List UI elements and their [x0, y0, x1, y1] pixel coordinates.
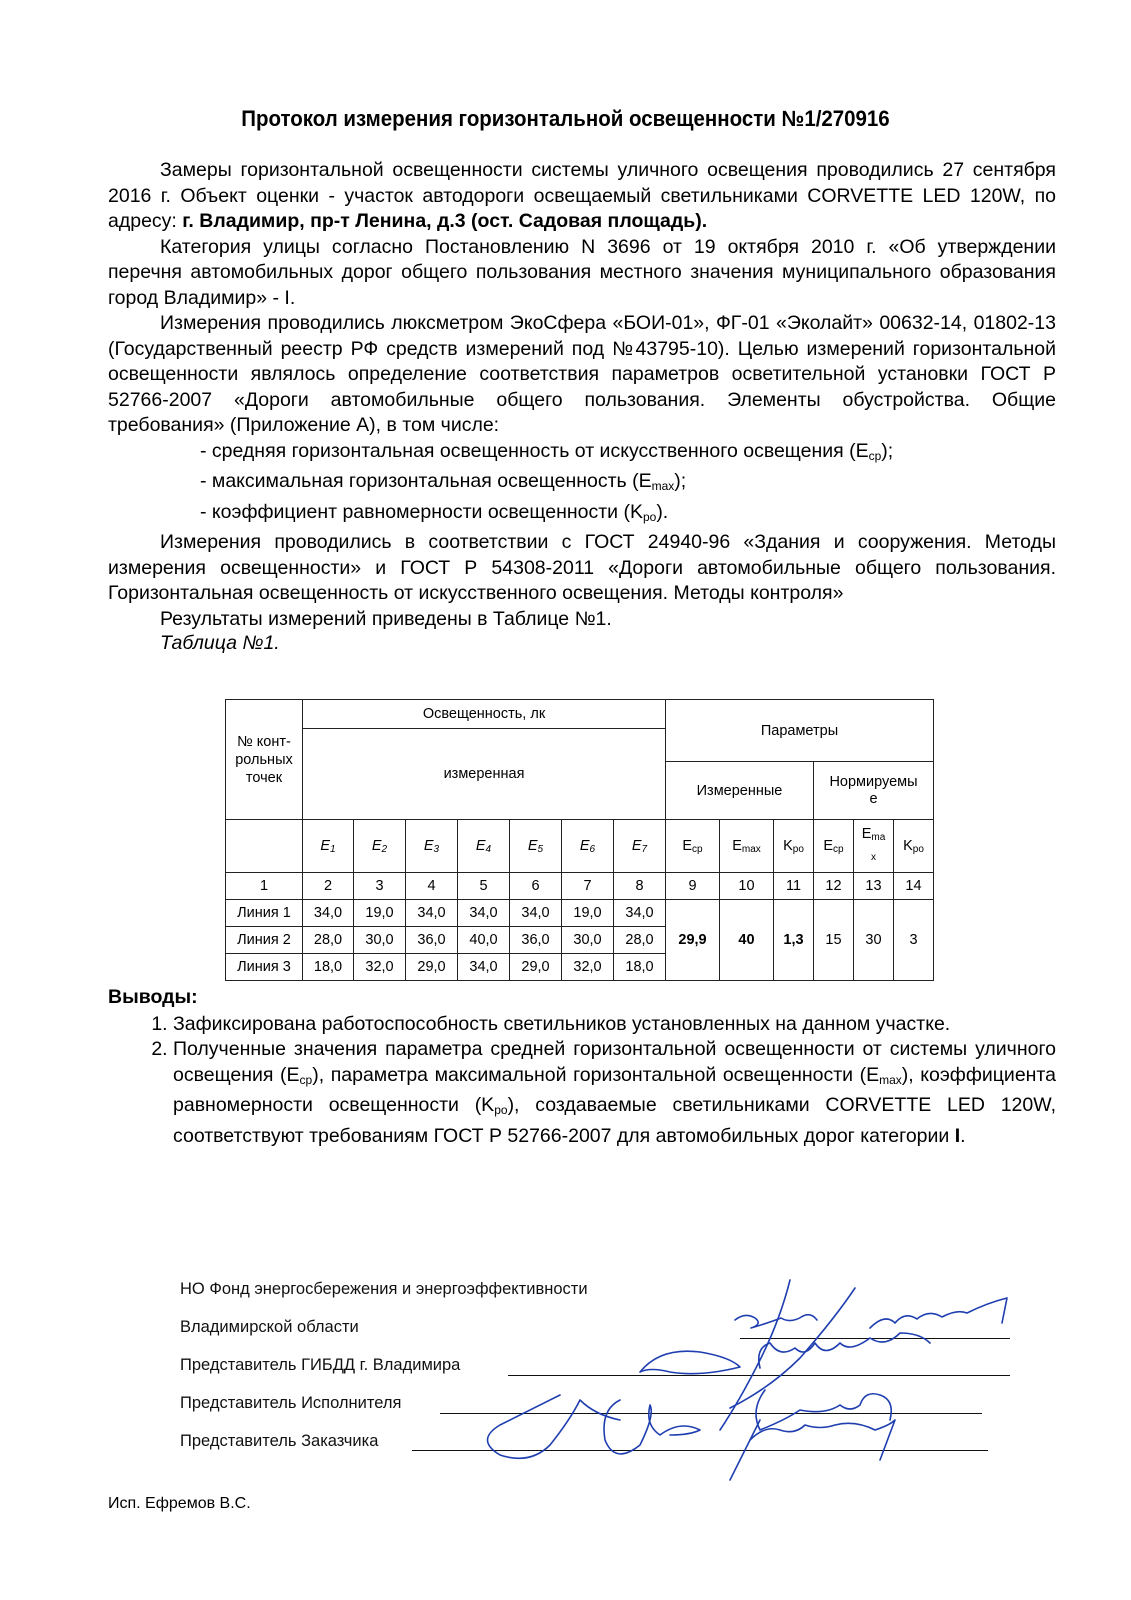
org-name-line-1: НО Фонд энергосбережения и энергоэффективности: [180, 1280, 588, 1298]
cell: 29,0: [510, 954, 562, 981]
header-measured-e-max: Emax: [720, 820, 774, 873]
column-number-row: [226, 873, 934, 900]
gibdd-representative-label: Представитель ГИБДД г. Владимира: [180, 1356, 461, 1374]
cell: 28,0: [614, 927, 666, 954]
normative-e-max: 30: [854, 900, 894, 981]
header-e7: E7: [614, 820, 666, 873]
measured-e-max: 40: [720, 900, 774, 981]
paragraph-results: Результаты измерений приведены в Таблице №1.: [160, 607, 612, 630]
header-normative-k: Kро: [894, 820, 934, 873]
org-name-line-2: Владимирской области: [180, 1318, 359, 1336]
header-e4: E4: [458, 820, 510, 873]
column-number: 12: [814, 873, 854, 900]
paragraph-instruments: Измерения проводились люксметром ЭкоСфера «БОИ-01», ФГ-01 «Эколайт» 00632-14, 01802-13 (Государственный реестр РФ средств измерений под №43795-10). Целью измерений горизонтальной освещенности являлось определение соответствия параметров осветительной установки ГОСТ Р 52766-2007 «Дороги автомобильные общего пользования. Элементы обустройства. Общие требования» (Приложение А), в том числе:: [108, 312, 1056, 436]
signature-line-executor: [440, 1413, 982, 1414]
cell: 19,0: [562, 900, 614, 927]
cell: 40,0: [458, 927, 510, 954]
cell: 34,0: [303, 900, 354, 927]
cell: 34,0: [614, 900, 666, 927]
column-number: 13: [854, 873, 894, 900]
column-number: 11: [774, 873, 814, 900]
row-label: Линия 2: [226, 927, 303, 954]
header-empty-cell: [226, 820, 303, 873]
header-params-measured: Измеренные: [666, 762, 814, 820]
executor-representative-label: Представитель Исполнителя: [180, 1394, 402, 1412]
header-measured: измеренная: [303, 729, 666, 820]
row-label: Линия 1: [226, 900, 303, 927]
header-e5: E5: [510, 820, 562, 873]
cell: 34,0: [458, 954, 510, 981]
paragraph-standards: Измерения проводились в соответствии с ГОСТ 24940-96 «Здания и сооружения. Методы измерения освещенности» и ГОСТ Р 54308-2011 «Дороги автомобильные общего пользования. Горизонтальная освещенность от искусственного освещения. Методы контроля»: [108, 531, 1056, 604]
column-number: 4: [406, 873, 458, 900]
signature-line-customer: [412, 1450, 988, 1451]
column-number: 1: [226, 873, 303, 900]
cell: 29,0: [406, 954, 458, 981]
cell: 28,0: [303, 927, 354, 954]
signature-stroke: [730, 1288, 855, 1408]
column-number: 5: [458, 873, 510, 900]
cell: 18,0: [303, 954, 354, 981]
column-number: 3: [354, 873, 406, 900]
header-normative-e-avg: Eср: [814, 820, 854, 873]
results-table: [225, 699, 934, 981]
header-params-normative: Нормируемы е: [814, 762, 934, 820]
address: г. Владимир, пр-т Ленина, д.3 (ост. Садовая площадь).: [182, 210, 708, 232]
header-e1: E1: [303, 820, 354, 873]
conclusion-item-1: 1. Зафиксирована работоспособность светильников установленных на данном участке.: [173, 1012, 1056, 1038]
paragraph-measurement-info: Замеры горизонтальной освещенности системы уличного освещения проводились 27 сентября 2016 г. Объект оценки - участок автодороги освещаемый светильниками CORVETTE LED 120W, по адресу: г. Владимир, пр-т Ленина, д.3 (ост. Садовая площадь).: [108, 159, 1056, 232]
header-illuminance: Освещенность, лк: [303, 700, 666, 729]
header-measured-k: Kро: [774, 820, 814, 873]
column-number: 14: [894, 873, 934, 900]
conclusions-heading: Выводы:: [108, 986, 198, 1008]
column-number: 7: [562, 873, 614, 900]
column-number: 2: [303, 873, 354, 900]
cell: 34,0: [510, 900, 562, 927]
header-points: № конт- рольных точек: [226, 700, 303, 820]
row-label: Линия 3: [226, 954, 303, 981]
normative-k: 3: [894, 900, 934, 981]
cell: 34,0: [458, 900, 510, 927]
bullet-average-illuminance: - средняя горизонтальная освещенность от искусственного освещения $(E_{ср})$;: [200, 439, 894, 463]
document-body: [108, 158, 1056, 654]
cell: 36,0: [406, 927, 458, 954]
paragraph-street-category: Категория улицы согласно Постановлению N 3696 от 19 октября 2010 г. «Об утверждении перечня автомобильных дорог общего пользования местного значения муниципального образования город Владимир» - I.: [108, 235, 1056, 309]
header-e2: E2: [354, 820, 406, 873]
signature-line-org: [740, 1338, 1010, 1339]
header-e3: E3: [406, 820, 458, 873]
column-number: 10: [720, 873, 774, 900]
author-name: Исп. Ефремов В.С.: [108, 1495, 251, 1512]
table-caption: Таблица №1.: [160, 632, 280, 654]
cell: 32,0: [354, 954, 406, 981]
header-e6: E6: [562, 820, 614, 873]
cell: 19,0: [354, 900, 406, 927]
cell: 32,0: [562, 954, 614, 981]
normative-e-avg: 15: [814, 900, 854, 981]
measured-k: 1,3: [774, 900, 814, 981]
column-number: 6: [510, 873, 562, 900]
document-title: Протокол измерения горизонтальной освещенности №1/270916: [241, 106, 890, 131]
header-normative-e-max: Ema x: [854, 820, 894, 873]
measured-e-avg: 29,9: [666, 900, 720, 981]
cell: 36,0: [510, 927, 562, 954]
column-number: 8: [614, 873, 666, 900]
cell: 30,0: [562, 927, 614, 954]
bullet-uniformity: - коэффициент равномерности освещенности $(K_{ро})$.: [200, 500, 669, 524]
signature-line-gibdd: [508, 1375, 1010, 1376]
table-row: [226, 900, 934, 927]
column-number: 9: [666, 873, 720, 900]
cell: 34,0: [406, 900, 458, 927]
cell: 18,0: [614, 954, 666, 981]
cell: 30,0: [354, 927, 406, 954]
header-measured-e-avg: Eср: [666, 820, 720, 873]
header-parameters: Параметры: [666, 700, 934, 762]
customer-representative-label: Представитель Заказчика: [180, 1432, 379, 1450]
conclusion-item-2: 2. Полученные значения параметра средней горизонтальной освещенности от системы уличного освещения $(E_{ср})$, параметра максимальной горизонтальной освещенности $(E_{max})$, коэффициента равномерности освещенности $(K_{ро})$, создаваемые светильниками CORVETTE LED 120W, соответствуют требованиям ГОСТ Р 52766-2007 для автомобильных дорог категории I.: [173, 1037, 1056, 1149]
conclusions-section: [108, 985, 1056, 1149]
bullet-max-illuminance: - максимальная горизонтальная освещенность $(E_{max})$;: [200, 470, 687, 493]
